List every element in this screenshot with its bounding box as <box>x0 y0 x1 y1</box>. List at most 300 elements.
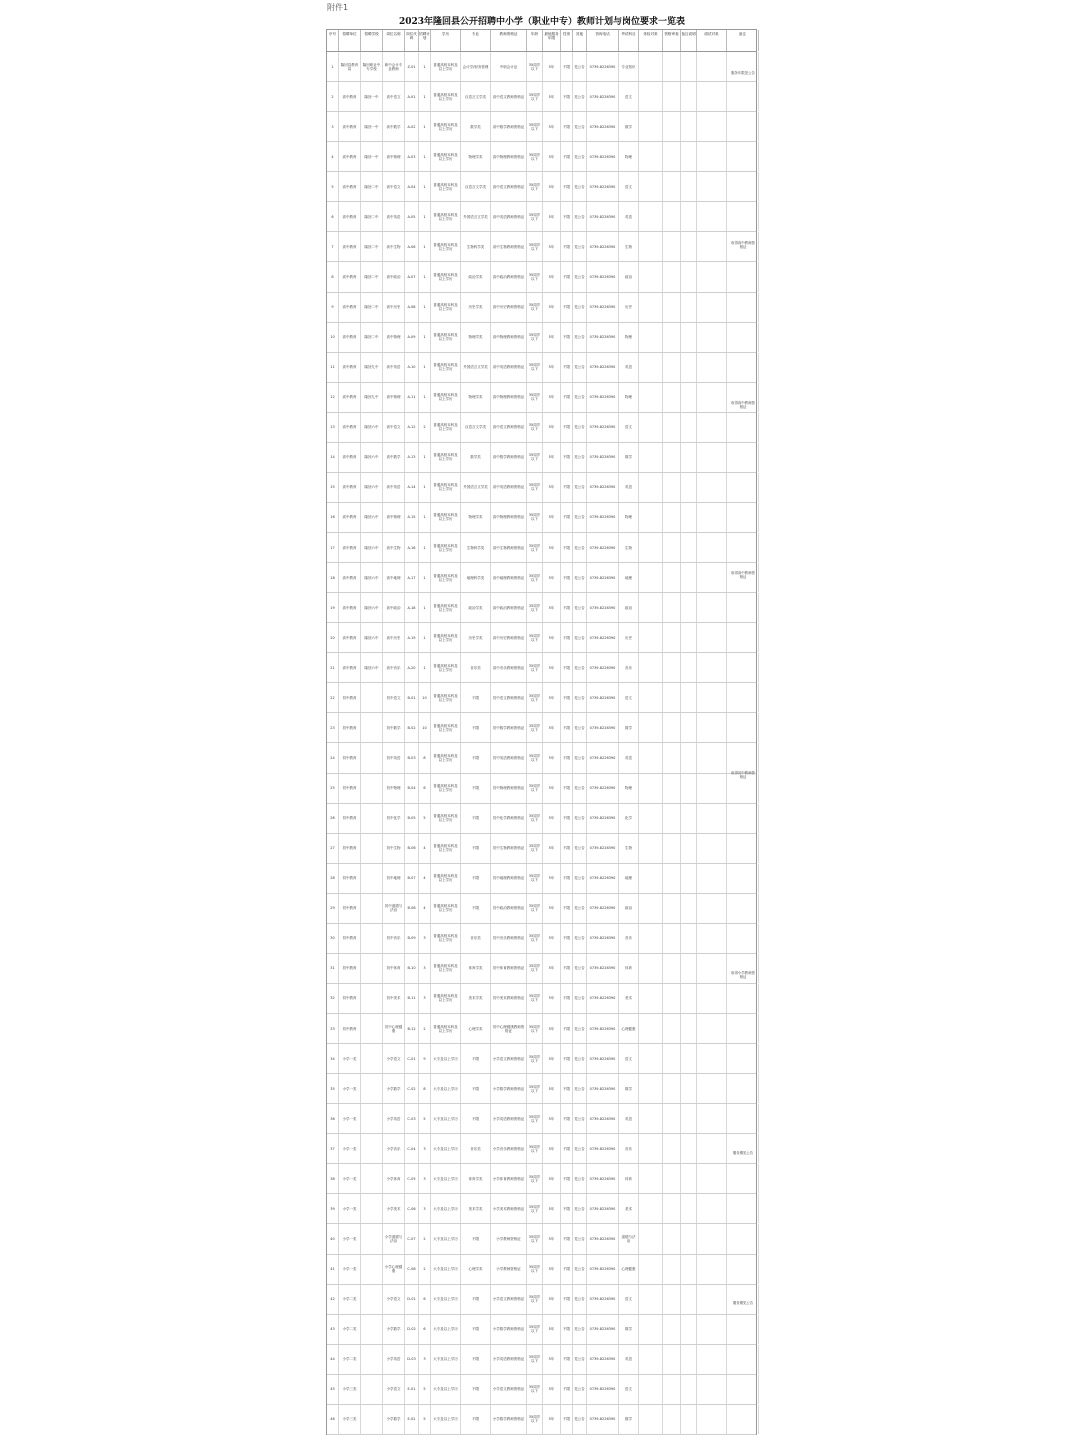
table-cell <box>697 52 727 81</box>
table-cell: 数学 <box>619 1405 639 1434</box>
table-cell: 高中历史教师资格证 <box>491 293 527 322</box>
table-cell <box>663 1255 681 1284</box>
table-cell: 数学 <box>619 1315 639 1344</box>
table-cell: 大专及以上学历 <box>431 1194 461 1223</box>
table-cell <box>639 1375 663 1404</box>
table-cell: 高中语文教师资格证 <box>491 172 527 201</box>
header-cell: 岗位代码 <box>405 30 419 51</box>
table-cell <box>697 774 727 803</box>
table-cell <box>663 202 681 231</box>
table-cell: A-17 <box>405 563 419 592</box>
table-cell: 隆回职业中专学校 <box>361 52 383 81</box>
table-cell: 1 <box>419 533 431 562</box>
table-cell <box>681 1194 697 1223</box>
table-cell: 见公告 <box>573 262 587 291</box>
table-cell: 普通高校本科及以上学历 <box>431 743 461 772</box>
table-cell <box>639 743 663 772</box>
table-cell: 不限 <box>561 1285 573 1314</box>
header-cell: 面试对象 <box>697 30 727 51</box>
table-cell: 普通高校本科及以上学历 <box>431 353 461 382</box>
table-cell: 不限 <box>561 593 573 622</box>
table-cell <box>639 984 663 1013</box>
table-cell: 高中教育 <box>339 473 361 502</box>
table-row <box>327 443 756 473</box>
table-cell: 普通高校本科及以上学历 <box>431 593 461 622</box>
table-cell: D-01 <box>405 1285 419 1314</box>
table-cell <box>681 1044 697 1073</box>
table-cell: B-11 <box>405 984 419 1013</box>
table-cell: 不限 <box>561 323 573 352</box>
table-cell: 英语 <box>619 473 639 502</box>
table-cell <box>361 1315 383 1344</box>
table-cell: 初中教育 <box>339 743 361 772</box>
table-cell: 5年 <box>543 593 561 622</box>
table-cell <box>663 473 681 502</box>
table-cell: 体育 <box>619 1164 639 1193</box>
table-cell <box>361 924 383 953</box>
table-cell: 3 <box>419 1134 431 1163</box>
table-cell: 普通高校本科及以上学历 <box>431 413 461 442</box>
table-cell: 35周岁以下 <box>527 713 543 742</box>
table-cell: 初中心理健康 <box>383 1014 405 1043</box>
table-cell: 5年 <box>543 172 561 201</box>
table-cell <box>697 743 727 772</box>
remark-note: 取得小学教师资格证 <box>731 971 755 979</box>
table-cell: 35周岁以下 <box>527 894 543 923</box>
table-cell: 隆回九中 <box>361 383 383 412</box>
table-cell: 高中地理 <box>383 563 405 592</box>
table-cell: 见公告 <box>573 1134 587 1163</box>
table-cell: 0739-8226390 <box>587 232 619 261</box>
table-cell: 5年 <box>543 713 561 742</box>
table-cell: 英语 <box>619 743 639 772</box>
table-row <box>327 593 756 623</box>
table-cell: 35周岁以下 <box>527 232 543 261</box>
table-cell: B-03 <box>405 743 419 772</box>
table-cell: 5年 <box>543 52 561 81</box>
table-cell: 初中化学教师资格证 <box>491 804 527 833</box>
table-cell: 1 <box>419 563 431 592</box>
table-cell: 汉语言文学类 <box>461 413 491 442</box>
table-cell: 0739-8226390 <box>587 1255 619 1284</box>
table-cell <box>663 1405 681 1434</box>
remark-note: 取得高中教师资格证 <box>731 571 755 579</box>
table-cell: 不限 <box>561 1134 573 1163</box>
table-cell: 地理 <box>619 864 639 893</box>
table-cell: C-04 <box>405 1134 419 1163</box>
table-cell: 4 <box>419 834 431 863</box>
table-cell: 普通高校本科及以上学历 <box>431 443 461 472</box>
table-cell: 初中教育 <box>339 894 361 923</box>
table-cell: 35周岁以下 <box>527 503 543 532</box>
table-cell <box>697 323 727 352</box>
table-cell: 5年 <box>543 142 561 171</box>
table-cell: 5年 <box>543 984 561 1013</box>
table-cell: 5年 <box>543 1014 561 1043</box>
table-cell <box>681 1405 697 1434</box>
table-cell <box>727 1375 759 1404</box>
table-cell: 生物科学类 <box>461 232 491 261</box>
table-cell: 见公告 <box>573 1074 587 1103</box>
table-cell: 0739-8226390 <box>587 112 619 141</box>
table-cell: 见公告 <box>573 533 587 562</box>
table-cell: 小学英语 <box>383 1345 405 1374</box>
table-row <box>327 323 756 353</box>
table-cell: 5年 <box>543 1345 561 1374</box>
table-cell <box>639 52 663 81</box>
table-cell: 0739-8226390 <box>587 1164 619 1193</box>
table-cell: 39 <box>327 1194 339 1223</box>
table-cell: 见公告 <box>573 984 587 1013</box>
table-cell: 高中数学教师资格证 <box>491 443 527 472</box>
header-cell: 招聘单位 <box>339 30 361 51</box>
table-cell: 35周岁以下 <box>527 383 543 412</box>
table-cell: 8 <box>419 1074 431 1103</box>
table-cell: 高中生物 <box>383 533 405 562</box>
table-cell: 1 <box>419 112 431 141</box>
table-cell: 高中政治 <box>383 593 405 622</box>
table-cell: B-12 <box>405 1014 419 1043</box>
table-cell: 5年 <box>543 323 561 352</box>
table-cell: 不限 <box>461 1375 491 1404</box>
table-cell: 高中物理 <box>383 142 405 171</box>
table-cell: 大专及以上学历 <box>431 1224 461 1253</box>
table-cell <box>727 142 759 171</box>
table-cell: 大专及以上学历 <box>431 1044 461 1073</box>
table-cell: 不限 <box>561 1074 573 1103</box>
table-cell <box>681 1345 697 1374</box>
table-cell: 初中生物教师资格证 <box>491 834 527 863</box>
table-cell: 隆回六中 <box>361 443 383 472</box>
table-cell <box>697 1345 727 1374</box>
table-cell <box>697 1014 727 1043</box>
table-cell: 初中数学教师资格证 <box>491 713 527 742</box>
table-cell: 高中政治 <box>383 262 405 291</box>
table-cell <box>639 653 663 682</box>
table-cell: 小学一类 <box>339 1074 361 1103</box>
table-cell: 14 <box>327 443 339 472</box>
table-cell: 物理学类 <box>461 383 491 412</box>
table-cell: 5年 <box>543 653 561 682</box>
table-cell: 不限 <box>461 864 491 893</box>
table-cell: 见公告 <box>573 1285 587 1314</box>
table-cell: 见公告 <box>573 112 587 141</box>
table-cell: 小学数学教师资格证 <box>491 1405 527 1434</box>
table-cell: 0739-8226390 <box>587 293 619 322</box>
table-cell <box>639 593 663 622</box>
table-cell: 见公告 <box>573 864 587 893</box>
table-cell: 职中会计专业教师 <box>383 52 405 81</box>
table-cell: A-13 <box>405 443 419 472</box>
table-cell: 10 <box>327 323 339 352</box>
table-cell: 音乐类 <box>461 924 491 953</box>
table-cell: 不限 <box>561 924 573 953</box>
table-cell <box>681 653 697 682</box>
table-cell <box>361 1375 383 1404</box>
table-cell: 道德与法治 <box>619 1224 639 1253</box>
header-cell: 咨询电话 <box>587 30 619 51</box>
table-row <box>327 112 756 142</box>
table-cell: 不限 <box>561 1405 573 1434</box>
table-cell: 大专及以上学历 <box>431 1164 461 1193</box>
table-cell: 小学二类 <box>339 1315 361 1344</box>
table-cell: 见公告 <box>573 834 587 863</box>
table-cell: 0739-8226390 <box>587 1285 619 1314</box>
remark-note: 取得高中教师资格证 <box>731 401 755 409</box>
table-cell: 9 <box>419 1044 431 1073</box>
table-cell <box>727 1014 759 1043</box>
table-cell: 小学语文 <box>383 1285 405 1314</box>
table-cell: 不限 <box>561 1194 573 1223</box>
table-cell: A-01 <box>405 82 419 111</box>
table-cell <box>663 1104 681 1133</box>
table-cell: 见公告 <box>573 1224 587 1253</box>
table-cell: 初中语文 <box>383 683 405 712</box>
table-cell: 初中体育 <box>383 954 405 983</box>
table-cell <box>663 262 681 291</box>
table-row <box>327 413 756 443</box>
table-cell: 不限 <box>561 623 573 652</box>
table-cell <box>361 1044 383 1073</box>
table-row <box>327 743 756 773</box>
table-cell <box>697 563 727 592</box>
table-cell: 普通高校本科及以上学历 <box>431 894 461 923</box>
table-cell <box>639 323 663 352</box>
table-cell <box>361 1405 383 1434</box>
table-cell: 2 <box>419 1224 431 1253</box>
table-cell: 高中英语 <box>383 473 405 502</box>
table-cell <box>727 864 759 893</box>
table-cell: 9 <box>327 293 339 322</box>
table-cell: 普通高校本科及以上学历 <box>431 683 461 712</box>
table-cell: 3 <box>419 924 431 953</box>
table-cell: 大专及以上学历 <box>431 1285 461 1314</box>
table-cell: 5年 <box>543 1375 561 1404</box>
table-cell <box>727 323 759 352</box>
table-cell: 35周岁以下 <box>527 834 543 863</box>
table-cell <box>727 1315 759 1344</box>
table-cell: 小学体育教师资格证 <box>491 1164 527 1193</box>
table-cell <box>639 1014 663 1043</box>
table-cell <box>727 443 759 472</box>
table-cell: 高中教育 <box>339 112 361 141</box>
table-cell <box>681 503 697 532</box>
table-cell: 高中政治教师资格证 <box>491 262 527 291</box>
table-cell: 28 <box>327 864 339 893</box>
table-cell: 1 <box>419 293 431 322</box>
table-cell: 隆回一中 <box>361 112 383 141</box>
table-cell: 5 <box>327 172 339 201</box>
table-cell: 大专及以上学历 <box>431 1345 461 1374</box>
table-cell: 见公告 <box>573 293 587 322</box>
table-cell <box>727 473 759 502</box>
table-cell: 35周岁以下 <box>527 293 543 322</box>
table-cell: 普通高校本科及以上学历 <box>431 232 461 261</box>
table-cell: 小学二类 <box>339 1345 361 1374</box>
table-cell: 24 <box>327 743 339 772</box>
table-cell <box>639 1285 663 1314</box>
table-cell: A-14 <box>405 473 419 502</box>
table-cell: 不限 <box>561 1044 573 1073</box>
table-cell: 0739-8226390 <box>587 954 619 983</box>
table-cell: 35周岁以下 <box>527 473 543 502</box>
table-cell: 5年 <box>543 1315 561 1344</box>
table-row <box>327 713 756 743</box>
table-cell: 5年 <box>543 894 561 923</box>
table-cell: 2 <box>419 1255 431 1284</box>
table-cell <box>639 924 663 953</box>
table-cell <box>727 1224 759 1253</box>
table-cell: 高中教育 <box>339 142 361 171</box>
table-cell: 小学语文 <box>383 1375 405 1404</box>
table-cell <box>697 293 727 322</box>
table-cell: 0739-8226390 <box>587 653 619 682</box>
table-cell: 不限 <box>561 1014 573 1043</box>
table-cell: 语文 <box>619 413 639 442</box>
table-cell: 隆回二中 <box>361 202 383 231</box>
table-cell: 5年 <box>543 1255 561 1284</box>
table-cell: 35周岁以下 <box>527 924 543 953</box>
table-cell <box>681 774 697 803</box>
table-cell: 1 <box>419 202 431 231</box>
table-cell <box>681 323 697 352</box>
table-row <box>327 1345 756 1375</box>
table-cell: 45 <box>327 1375 339 1404</box>
table-cell: 2 <box>419 1014 431 1043</box>
table-cell: 语文 <box>619 683 639 712</box>
table-cell: 物理学类 <box>461 142 491 171</box>
table-cell: 22 <box>327 683 339 712</box>
table-cell: 小学美术 <box>383 1194 405 1223</box>
table-cell <box>639 954 663 983</box>
table-cell: 小学语文教师资格证 <box>491 1285 527 1314</box>
table-cell: 35周岁以下 <box>527 443 543 472</box>
header-cell: 岗位名称 <box>383 30 405 51</box>
table-cell <box>639 1104 663 1133</box>
table-cell: 见公告 <box>573 563 587 592</box>
table-cell: 小学教师资格证 <box>491 1224 527 1253</box>
table-row <box>327 262 756 292</box>
table-cell: 语文 <box>619 1285 639 1314</box>
table-cell <box>663 1134 681 1163</box>
table-cell: 高中教育 <box>339 533 361 562</box>
table-cell: A-09 <box>405 323 419 352</box>
table-cell: 5年 <box>543 383 561 412</box>
table-cell: 高中英语教师资格证 <box>491 202 527 231</box>
table-cell <box>663 984 681 1013</box>
table-cell: 8 <box>327 262 339 291</box>
table-cell <box>663 653 681 682</box>
table-cell: 小学数学 <box>383 1405 405 1434</box>
table-cell: 高中教育 <box>339 232 361 261</box>
table-cell: 1 <box>419 323 431 352</box>
table-cell: 隆回二中 <box>361 293 383 322</box>
table-cell: 1 <box>419 262 431 291</box>
table-cell: 语文 <box>619 172 639 201</box>
table-cell <box>697 834 727 863</box>
table-cell: 高中教育 <box>339 593 361 622</box>
table-cell <box>727 623 759 652</box>
table-cell: 高中语文 <box>383 82 405 111</box>
table-cell <box>697 864 727 893</box>
table-cell: 5年 <box>543 413 561 442</box>
table-cell <box>361 1194 383 1223</box>
table-cell: 外国语言文学类 <box>461 473 491 502</box>
table-cell <box>681 623 697 652</box>
table-cell: 1 <box>419 142 431 171</box>
table-cell <box>361 864 383 893</box>
table-cell: 1 <box>419 623 431 652</box>
table-cell: 不限 <box>561 172 573 201</box>
table-cell: 0739-8226390 <box>587 172 619 201</box>
table-cell: 小学数学 <box>383 1074 405 1103</box>
table-cell: 0739-8226390 <box>587 713 619 742</box>
table-cell: C-07 <box>405 1224 419 1253</box>
table-cell: B-01 <box>405 683 419 712</box>
table-cell <box>663 232 681 261</box>
table-cell: 5年 <box>543 112 561 141</box>
table-cell: 35周岁以下 <box>527 1014 543 1043</box>
table-cell <box>639 1255 663 1284</box>
table-cell <box>727 1345 759 1374</box>
table-cell: 12 <box>327 383 339 412</box>
table-cell: 音乐 <box>619 1134 639 1163</box>
table-cell: 生物 <box>619 834 639 863</box>
table-cell: 见公告 <box>573 353 587 382</box>
table-cell: 不限 <box>561 112 573 141</box>
table-cell: 7 <box>327 232 339 261</box>
table-cell: 见公告 <box>573 894 587 923</box>
table-cell: 普通高校本科及以上学历 <box>431 804 461 833</box>
table-cell: 34 <box>327 1044 339 1073</box>
table-cell: 0739-8226390 <box>587 533 619 562</box>
table-cell: 不限 <box>461 1345 491 1374</box>
table-cell: 政治 <box>619 894 639 923</box>
table-cell: 33 <box>327 1014 339 1043</box>
table-cell: 5年 <box>543 1194 561 1223</box>
table-cell: 5年 <box>543 954 561 983</box>
table-cell <box>697 1255 727 1284</box>
table-cell: 不限 <box>461 774 491 803</box>
table-row <box>327 1255 756 1285</box>
table-cell: 35周岁以下 <box>527 1074 543 1103</box>
table-cell: 35周岁以下 <box>527 52 543 81</box>
table-cell: 23 <box>327 713 339 742</box>
table-header <box>327 30 756 52</box>
table-cell: 高中历史教师资格证 <box>491 623 527 652</box>
table-cell: 不限 <box>561 473 573 502</box>
table-cell: 4 <box>327 142 339 171</box>
table-cell: 语文 <box>619 1044 639 1073</box>
table-cell <box>663 1285 681 1314</box>
table-cell <box>663 323 681 352</box>
table-cell: 0739-8226390 <box>587 623 619 652</box>
remark-note: 取得高中教师资格证 <box>731 241 755 249</box>
table-row <box>327 1014 756 1044</box>
table-cell: 美术 <box>619 1194 639 1223</box>
table-row <box>327 1194 756 1224</box>
table-cell: 普通高校本科及以上学历 <box>431 1014 461 1043</box>
table-cell: 体育 <box>619 954 639 983</box>
table-cell: 见公告 <box>573 1255 587 1284</box>
table-cell: 音乐 <box>619 653 639 682</box>
table-cell: B-02 <box>405 713 419 742</box>
table-cell <box>697 894 727 923</box>
table-cell <box>663 503 681 532</box>
table-cell: 普通高校本科及以上学历 <box>431 563 461 592</box>
table-cell <box>681 262 697 291</box>
table-cell: 高中政治教师资格证 <box>491 593 527 622</box>
